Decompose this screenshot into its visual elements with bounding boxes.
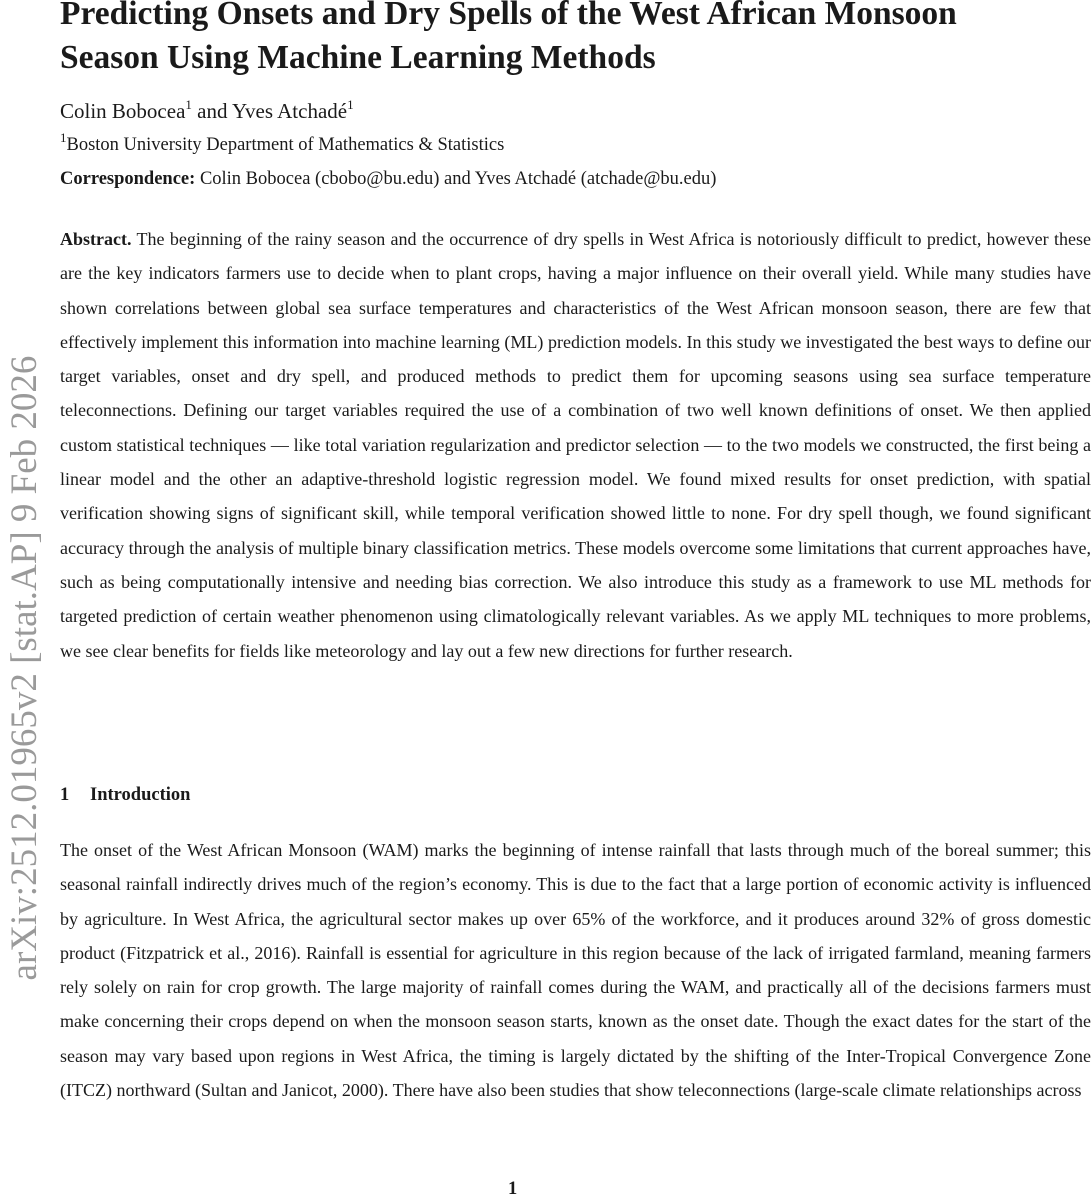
- affiliation-marker: 1: [60, 129, 67, 145]
- section-heading-introduction: [60, 781, 190, 809]
- page-number: 1: [508, 1179, 518, 1199]
- paper-title: Predicting Onsets and Dry Spells of the West African Monsoon Season Using Machine Learning Methods: [60, 0, 957, 76]
- affiliation: [60, 129, 505, 158]
- correspondence: [60, 166, 716, 192]
- abstract: [60, 222, 1091, 668]
- introduction-paragraph: The onset of the West African Monsoon (WAM) marks the beginning of intense rainfall that lasts through much of the boreal summer; this seasonal rainfall indirectly drives much of the region’s economy. This is due to the fact that a large portion of economic activity is influenced by agriculture. In West Africa, the agricultural sector makes up over 65% of the workforce, and it produces around 32% of gross domestic product (Fitzpatrick et al., 2016). Rainfall is essential for agriculture in this region because of the lack of irrigated farmland, meaning farmers rely solely on rain for crop growth. The large majority of rainfall comes during the WAM, and practically all of the decisions farmers must make concerning their crops depend on when the monsoon season starts, known as the onset date. Though the exact dates for the start of the season may vary based upon regions in West Africa, the timing is largely dictated by the shifting of the Inter-Tropical Convergence Zone (ITCZ) northward (Sultan and Janicot, 2000). There have also been studies that show teleconnections (large-scale climate relationships across: [60, 840, 1091, 1101]
- arxiv-identifier-stamp: [4, 236, 46, 1100]
- abstract-text: The beginning of the rainy season and the occurrence of dry spells in West Africa is notoriously difficult to predict, however these are the key indicators farmers use to decide when to plant crops, having a major influence on their overall yield. While many studies have shown correlations between global sea surface temperatures and characteristics of the West African monsoon season, there are few that effectively implement this information into machine learning (ML) prediction models. In this study we investigated the best ways to define our target variables, onset and dry spell, and produced methods to predict them for upcoming seasons using sea surface temperature teleconnections. Defining our target variables required the use of a combination of two well known definitions of onset. We then applied custom statistical techniques — like total variation regularization and predictor selection — to the two models we constructed, the first being a linear model and the other an adaptive-threshold logistic regression model. We found mixed results for onset prediction, with spatial verification showing signs of significant skill, while temporal verification showed little to none. For dry spell though, we found significant accuracy through the analysis of multiple binary classification metrics. These models overcome some limitations that current approaches have, such as being computationally intensive and needing bias correction. We also introduce this study as a framework to use ML methods for targeted prediction of certain weather phenomenon using climatologically relevant variables. As we apply ML techniques to more problems, we see clear benefits for fields like meteorology and lay out a few new directions for further research.: [60, 229, 1091, 661]
- correspondence-text: Colin Bobocea (cbobo@bu.edu) and Yves Atchadé (atchade@bu.edu): [199, 169, 717, 189]
- affiliation-text: Boston University Department of Mathematics & Statistics: [66, 135, 505, 155]
- arxiv-identifier-text: arXiv:2512.01965v2 [stat.AP] 9 Feb 2026: [4, 355, 45, 981]
- author-name: Yves Atchadé: [231, 99, 348, 123]
- author-list: [60, 96, 354, 126]
- abstract-label: Abstract.: [60, 229, 132, 249]
- author-connector: and: [197, 99, 228, 123]
- affiliation-marker: 1: [185, 97, 192, 112]
- correspondence-label: Correspondence:: [60, 169, 196, 189]
- section-number: 1: [60, 785, 70, 805]
- author-name: Colin Bobocea: [60, 99, 186, 123]
- affiliation-marker: 1: [347, 97, 354, 112]
- section-title: Introduction: [90, 785, 191, 805]
